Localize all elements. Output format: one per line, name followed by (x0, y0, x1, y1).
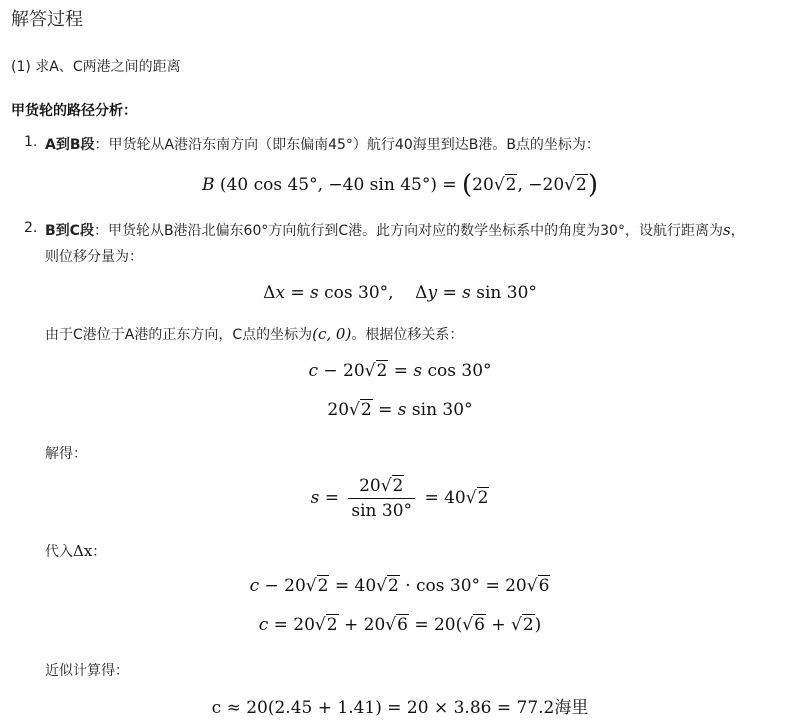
step-1-number: 1. (24, 134, 38, 150)
approx-label: 近似计算得： (45, 663, 129, 679)
step-2-paragraph (45, 220, 795, 240)
c-coordinate-paragraph (45, 324, 463, 344)
substitute-end: ： (92, 544, 107, 560)
analysis-heading: 甲货轮的路径分析： (11, 103, 137, 119)
substitute-label: 代入 (45, 544, 73, 560)
step-2-text: ：甲货轮从B港沿北偏东60°方向航行到C港。此方向对应的数学坐标系中的角度为30°，设航行距离为 (93, 223, 723, 239)
equation-solve-s: s = $\frac{20√2}{\sin 30^\circ}$ = 40√2 (310, 476, 489, 521)
final-unit: 海里 (554, 698, 589, 718)
equation-final (0, 693, 800, 718)
substitute-paragraph (45, 541, 106, 561)
final-expression: c ≈ 20(2.45 + 1.41) = 20 × 3.86 = 77.2 (211, 698, 555, 718)
equation-y-relation: 20√2 = s sin 30° (327, 400, 473, 420)
equation-c-result: c = 20√2 + 20√6 = 20(√6 + √2) (258, 615, 542, 635)
step-2-text-2: 则位移分量为： (45, 249, 143, 265)
equation-x-relation: c − 20√2 = s cos 30° (308, 361, 492, 381)
solve-label: 解得： (45, 446, 87, 462)
step-2-label: B到C段 (45, 223, 94, 239)
distance-var: s (722, 221, 731, 239)
c-coordinate-text-b: 。根据位移关系： (351, 327, 464, 343)
step-1-text: ：甲货轮从A港沿东南方向（即东偏南45°）航行40海里到达B港。B点的坐标为： (94, 137, 600, 153)
equation-b-coords: B (40 cos 45°, −40 sin 45°) = (20√2, −20√2) (202, 170, 598, 200)
equation-displacement: Δx = s cos 30°, Δy = s sin 30° (263, 283, 537, 303)
page-title: 解答过程 (11, 9, 83, 30)
c-coordinate-text-a: 由于C港位于A港的正东方向，C点的坐标为 (45, 327, 313, 343)
part-1-label: (1) 求A、C两港之间的距离 (11, 59, 181, 75)
equation-c-substitution: c − 20√2 = 40√2 · cos 30° = 20√6 (249, 576, 550, 596)
step-1-paragraph (45, 134, 600, 154)
c-coordinate-value: (c, 0) (312, 325, 352, 343)
step-2-text-end: ， (730, 223, 745, 239)
substitute-delta-x: Δx (73, 542, 93, 560)
step-2-number: 2. (24, 220, 38, 236)
step-1-label: A到B段 (45, 137, 95, 153)
